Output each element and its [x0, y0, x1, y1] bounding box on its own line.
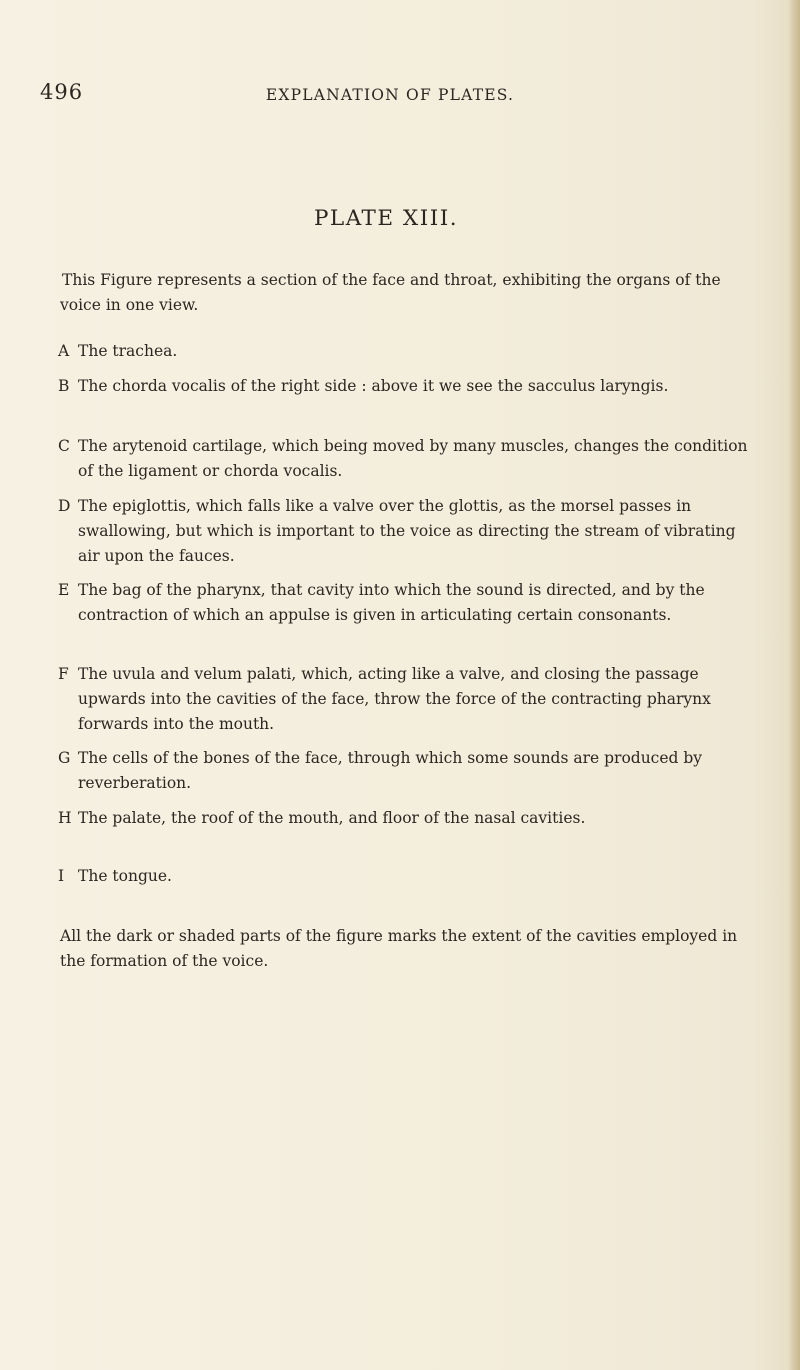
entry-b: [58, 374, 758, 399]
entry-text: The palate, the roof of the mouth, and floor of the nasal cavities.: [78, 809, 586, 827]
entry-letter: G: [58, 749, 71, 767]
entry-letter: H: [58, 809, 72, 827]
entry-text: The bag of the pharynx, that cavity into which the sound is directed, and by the contraction of which an appulse is given in articulating certain consonants.: [78, 581, 705, 624]
plate-title: PLATE XIII.: [313, 206, 459, 231]
running-head: EXPLANATION OF PLATES.: [265, 86, 515, 104]
entry-text: The arytenoid cartilage, which being moved by many muscles, changes the condition of the ligament or chorda vocalis.: [78, 437, 748, 480]
entry-text: The cells of the bones of the face, through which some sounds are produced by reverberation.: [78, 749, 703, 792]
entry-letter: C: [58, 437, 70, 455]
entry-g: [58, 746, 758, 796]
entry-letter: B: [58, 377, 70, 395]
entry-text: The epiglottis, which falls like a valve over the glottis, as the morsel passes in swallowing, but which is important to the voice as directing the stream of vibrating air upon the fauces.: [78, 497, 736, 565]
entry-a: [58, 339, 758, 364]
entry-letter: A: [58, 342, 70, 360]
entry-i: [58, 864, 758, 889]
entry-letter: I: [58, 867, 65, 885]
entry-d: [58, 494, 758, 569]
entry-f: [58, 662, 758, 737]
closing-paragraph: All the dark or shaded parts of the figure marks the extent of the cavities employed in the formation of the voice.: [60, 927, 738, 970]
entry-c: [58, 434, 758, 484]
entry-e: [58, 578, 758, 628]
entry-letter: D: [58, 497, 71, 515]
entry-letter: E: [58, 581, 70, 599]
entry-text: The uvula and velum palati, which, acting like a valve, and closing the passage upwards into the cavities of the face, throw the force of the contracting pharynx forwards into the mouth.: [78, 665, 711, 733]
page-number: 496: [40, 80, 84, 104]
entry-text: The trachea.: [78, 342, 178, 360]
entry-text: The chorda vocalis of the right side : above it we see the sacculus laryngis.: [78, 377, 669, 395]
intro-paragraph: This Figure represents a section of the face and throat, exhibiting the organs of the voice in one view.: [60, 271, 721, 314]
entry-h: [58, 806, 758, 831]
entry-letter: F: [58, 665, 69, 683]
entry-text: The tongue.: [78, 867, 172, 885]
